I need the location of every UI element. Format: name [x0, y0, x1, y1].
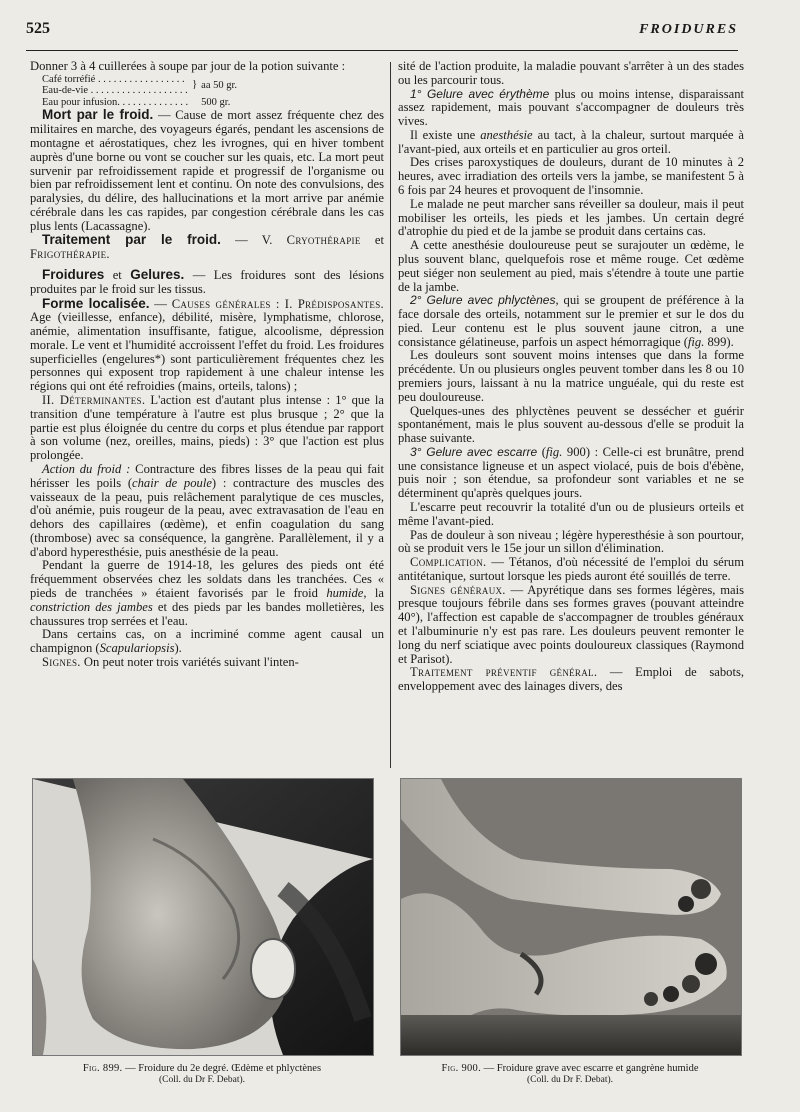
left-column: [30, 60, 384, 670]
recipe-item: Eau pour infusion. . . . . . . . . . . . . .: [42, 96, 189, 108]
xref-frigotherapie: Frigothérapie.: [30, 247, 110, 262]
gelure-phlyctenes-paragraph: 2° Gelure avec phlyctènes, qui se groupent de préférence à la face dorsale des orteils, notamment sur le premier et sur le dos du pied. Leur contenu est le plus souvent jaune citron, a une consistance gélatineuse, parfois un aspect hémorragique (fig. 899).: [398, 293, 744, 349]
douleurs-paragraph: Les douleurs sont souvent moins intenses que dans la forme précédente. Un ou plusieurs ongles peuvent tomber dans les 8 ou 10 premiers jours, laissant à nu la matrice unguéale, qui du reste est peu douloureuse.: [398, 348, 744, 404]
malade-paragraph: Le malade ne peut marcher sans réveiller sa douleur, mais il peut mobiliser les orteils, les pieds et les jambes. Un certain degré d'atrophie du pied et de la jambe se produit dans certains cas.: [398, 196, 744, 239]
oedeme-paragraph: A cette anesthésie douloureuse peut se surajouter un œdème, le plus souvent blanc, quelquefois rose et même rouge. Cet œdème peut siéger non seulement au pied, mais s'étendre à toute une partie de la jambe.: [398, 238, 744, 294]
froidures-heading: Froidures: [42, 267, 105, 283]
froidures-paragraph: Froidures et Gelures. — Les froidures sont des lésions produites par le froid sur les tissus.: [30, 267, 384, 296]
figure-900-photo: [400, 778, 742, 1056]
guerre-paragraph: Pendant la guerre de 1914-18, les gelures des pieds ont été fréquemment observées chez les soldats dans les tranchées. Ces « pieds de tranchées » étaient favorisés par le froid humide, la constriction des jambes et des pieds par les bandes molletières, les chaussures trop serrées et l'eau.: [30, 558, 385, 628]
signes-paragraph: Signes. On peut noter trois variétés suivant l'inten-: [42, 654, 299, 669]
figure-900-caption: Fig. 900. — Froidure grave avec escarre et gangrène humide (Coll. du Dr F. Debat).: [396, 1062, 744, 1087]
quelques-paragraph: Quelques-unes des phlyctènes peuvent se dessécher et guérir spontanément, mais le plus souvent au-dessous d'elle se produit la phase suivante.: [398, 403, 744, 446]
pas-douleur-paragraph: Pas de douleur à son niveau ; légère hyperesthésie à son pourtour, où se produit vers le 15e jour un sillon d'élimination.: [398, 527, 744, 556]
figure-899-photo: [32, 778, 374, 1056]
mort-heading: Mort par le froid.: [42, 107, 154, 123]
recipe-table: [40, 74, 239, 109]
continuation-paragraph: sité de l'action produite, la maladie pouvant s'arrêter à un des stades ou les parcourir tous.: [398, 59, 744, 87]
traitement-preventif-paragraph: Traitement préventif général. — Emploi de sabots, enveloppement avec des lainages divers, des: [398, 665, 745, 694]
anesthesie-paragraph: Il existe une anesthésie au tact, à la chaleur, surtout marquée à l'avant-pied, aux orteils et en particulier au gros orteil.: [398, 127, 744, 156]
forme-paragraph: Forme localisée. — Causes générales : I. Prédisposantes. Age (vieillesse, enfance), débilité, misère, lymphatisme, chlorose, anémie, alimentation insuffisante, fatigue, alcoolisme, dépression morale. Le vent et l'humidité accroissent l'effet du froid. Les froidures superficielles (engelures*) sont particulièrement fréquentes chez les personnes qui exposent trop rapidement à une chaleur intense les régions qui ont été refroidies (mains, orteils, talons) ;: [30, 295, 384, 394]
recipe-qty: 500 gr.: [201, 96, 231, 108]
crises-paragraph: Des crises paroxystiques de douleurs, durant de 10 minutes à 2 heures, avec irradiation des orteils vers la jambe, se manifestent 5 à 6 fois par 24 heures et provoquent de l'insomnie.: [398, 155, 744, 198]
complication-paragraph: Complication. — Tétanos, d'où nécessité de l'emploi du sérum antitétanique, surtout lorsque les pieds auront été souillés de terre.: [398, 555, 744, 583]
action-paragraph: Action du froid : Contracture des fibres lisses de la peau qui fait hérisser les poils (chair de poule) : contracture des muscles des vaisseaux de la peau, puis relâchement paralytique de ces muscles, d'où anémie, puis rougeur de la peau, avec extravasation de l'eau en dehors des capillaires (œdème), et enfin coagulation du sang (thrombose) avec sa conséquence, la gangrène. Parallèlement, il y a d'abord hyperesthésie, puis anesthésie de la peau.: [30, 461, 385, 559]
page-number: 525: [26, 20, 50, 37]
brace-glyph: }: [192, 79, 198, 91]
gelures-heading: Gelures.: [130, 267, 185, 283]
traitement-heading: Traitement par le froid.: [42, 232, 221, 248]
recipe-qty: aa 50 gr.: [201, 79, 238, 91]
figure-899-credit: (Coll. du Dr F. Debat).: [158, 1075, 246, 1086]
figure-900-label: Fig. 900.: [441, 1063, 482, 1074]
column-divider: [390, 62, 391, 768]
determinantes-paragraph: II. Déterminantes. L'action est d'autant plus intense : 1° que la transition d'une température à l'autre est plus brusque ; 2° que la partie est plus éloignée du centre du corps et plus étendue par rapport à son volume (nez, oreilles, mains, pieds) : 3° que l'action est plus prolongée.: [30, 393, 384, 463]
signes-generaux-paragraph: Signes généraux. — Apyrétique dans ses formes légères, mais presque toujours fébrile dans ses formes graves (pouvant atteindre 40°), l'affection est capable de s'accompagner de troubles généraux et l'albuminurie n'y est pas rare. Les douleurs peuvent remonter le long du nerf sciatique avec points douloureux classiques (Raymond et Parisot).: [398, 582, 744, 666]
gelure-erytheme-paragraph: 1° Gelure avec érythème plus ou moins intense, disparaissant assez rapidement, mais pouvant s'accompagner de douleurs très vives.: [398, 86, 744, 129]
recipe-item: Eau-de-vie . . . . . . . . . . . . . . . . . . .: [42, 85, 188, 97]
mort-paragraph: Mort par le froid. — Cause de mort assez fréquente chez des militaires en marche, des voyageurs égarés, pendant les ascensions de montagne et aérostatiques, chez les ivrognes, qui en hiver tombent auprès d'une borne ou vont se coucher sur les quais, etc. La mort peut survenir par refroidissement rapide et progressif de l'organisme ou bien par refroidissement lent et continu. On note des convulsions, des paralysies, du délire, des hallucinations et la mort arrive par anémie cérébrale dans les cas rapides, par congestion cérébrale dans les cas plus lents (Lacassagne).: [30, 107, 384, 233]
running-title: FROIDURES: [639, 22, 738, 37]
traitement-paragraph: Traitement par le froid. — V. Cryothérapie et Frigothérapie.: [30, 232, 384, 262]
escarre-paragraph: L'escarre peut recouvrir la totalité d'un ou de plusieurs orteils et même l'avant-pied.: [398, 500, 744, 528]
recipe-intro: Donner 3 à 4 cuillerées à soupe par jour de la potion suivante :: [30, 59, 346, 73]
xref-cryotherapie: Cryothérapie: [286, 233, 361, 248]
gelure-escarre-paragraph: 3° Gelure avec escarre (fig. 900) : Celle-ci est brunâtre, prend une consistance ligneuse et un aspect violacé, puis de bois d'ébène, puis noir ; son étendue, sa profondeur sont variables et ne se déterminent qu'après quelques jours.: [398, 444, 745, 501]
forme-heading: Forme localisée.: [42, 295, 150, 311]
figure-899-caption: Fig. 899. — Froidure du 2e degré. Œdème et phlyctènes (Coll. du Dr F. Debat).: [30, 1062, 374, 1087]
figure-899-label: Fig. 899.: [82, 1063, 123, 1074]
page-header: [26, 20, 738, 44]
right-column: [398, 60, 744, 694]
header-rule: [26, 50, 738, 51]
champignon-paragraph: Dans certains cas, on a incriminé comme agent causal un champignon (Scapulariopsis).: [30, 627, 384, 656]
recipe-item: Café torréfié . . . . . . . . . . . . . . . . .: [42, 73, 185, 85]
figure-900-credit: (Coll. du Dr F. Debat).: [526, 1075, 614, 1086]
